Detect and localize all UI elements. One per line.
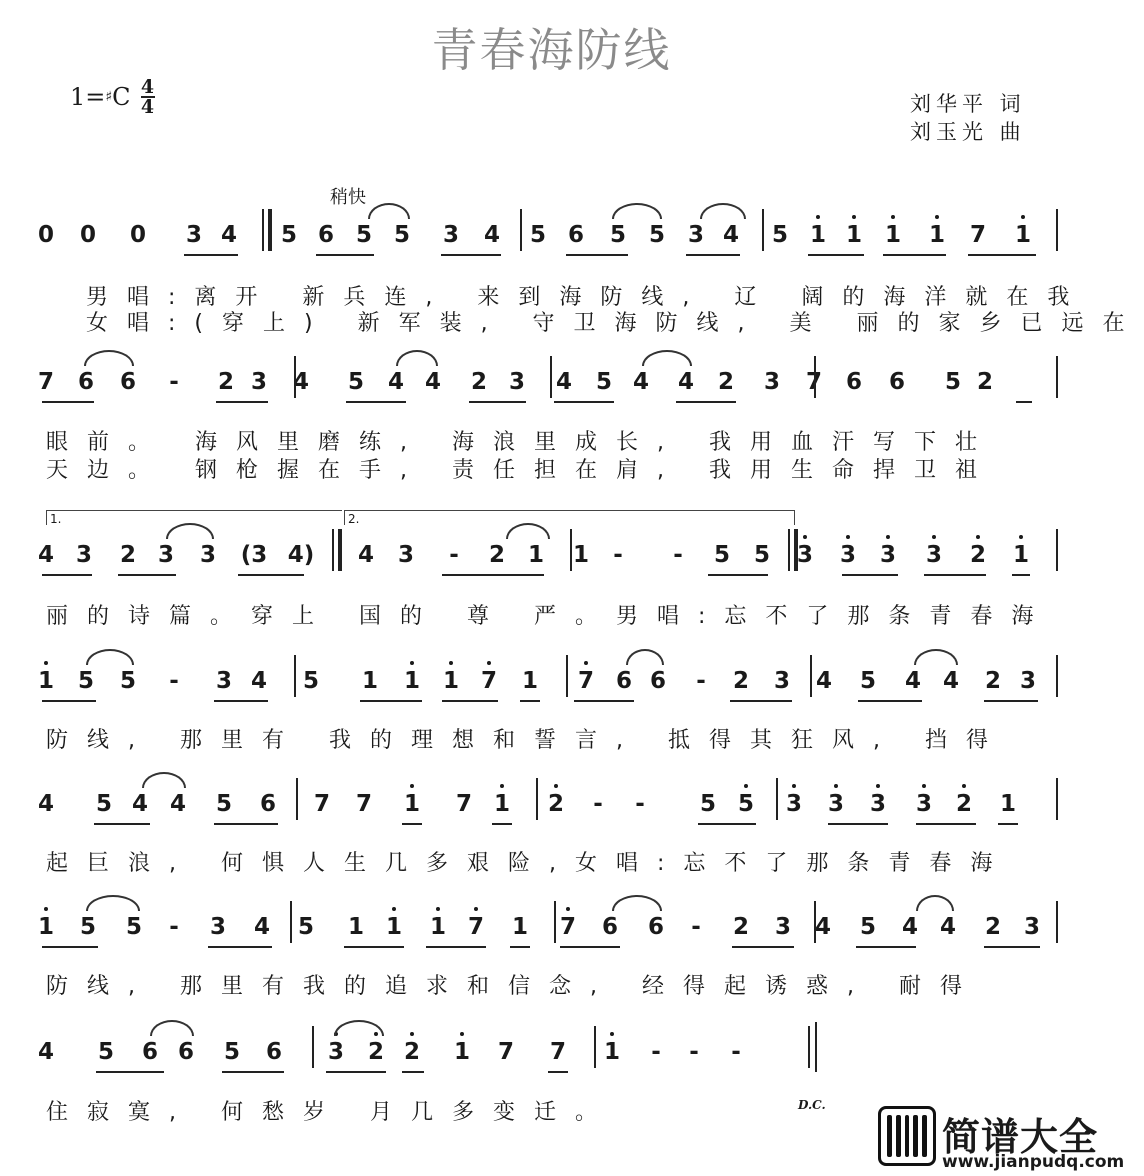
note: 5 [77,668,95,694]
barline [594,1026,596,1068]
note: 0 [129,222,147,248]
note: 4 [37,791,55,817]
lyric-line-6: 防线, 那里有我的追求和信念, 经得起诱惑, 耐得 [46,974,981,999]
notation-line-2 [37,368,1068,408]
eighth-underline [984,700,1038,702]
note: 5 [944,369,962,395]
barline [566,655,568,697]
note: 1 [385,914,403,940]
note-symbol: - [651,1039,661,1065]
note: 5 [79,914,97,940]
note-symbol: - [449,542,459,568]
note: 3 [442,222,460,248]
note: 5 [97,1039,115,1065]
note: 5 [595,369,613,395]
note: 2 [367,1039,385,1065]
note: 3 [157,542,175,568]
eighth-underline [316,254,374,256]
tie-arc [612,203,662,219]
eighth-underline [184,254,238,256]
note: 3 [1023,914,1041,940]
eighth-underline [346,401,406,403]
note: 0 [37,222,55,248]
note: 7 [549,1039,567,1065]
eighth-underline [442,700,498,702]
eighth-underline [1016,401,1032,403]
note: 3 [796,542,814,568]
note-symbol: - [673,542,683,568]
lyric-line-5: 起巨浪, 何惧人生几多艰险,女唱:忘不了那条青春海 [46,851,1012,876]
note: 5 [347,369,365,395]
note-symbol: - [696,668,706,694]
note: 3 [215,668,233,694]
note: 6 [567,222,585,248]
eighth-underline [554,401,614,403]
tie-arc [142,772,186,788]
note: 3 [75,542,93,568]
note: 3 [925,542,943,568]
notation-line-4 [37,667,1068,707]
note: 3 [879,542,897,568]
repeat-barline [788,529,790,571]
note: 1 [37,914,55,940]
note: 6 [141,1039,159,1065]
eighth-underline [998,823,1018,825]
note: 3 [785,791,803,817]
note: 1 [347,914,365,940]
note: 4 [722,222,740,248]
note: 3 [327,1039,345,1065]
eighth-underline [708,574,768,576]
eighth-underline [686,254,740,256]
note: 4 [632,369,650,395]
note: 5 [280,222,298,248]
eighth-underline [698,823,756,825]
volta-second-label: 2. [348,512,360,526]
note: 3 [915,791,933,817]
barline [554,901,556,943]
dc-marking: D.C. [798,1098,826,1112]
barline [814,901,816,943]
note: 1 [999,791,1017,817]
note: 2 [547,791,565,817]
note-symbol: - [169,369,179,395]
note: 2 [470,369,488,395]
eighth-underline [222,1071,284,1073]
volta-second-ending [344,510,795,525]
note-symbol: - [635,791,645,817]
note: 6 [647,914,665,940]
time-signature [141,78,155,116]
final-barline [808,1026,810,1068]
note: 2 [403,1039,421,1065]
note: 2 [732,914,750,940]
note: 3 [839,542,857,568]
eighth-underline [360,700,422,702]
eighth-underline [42,574,92,576]
key-prefix: 1= [70,83,106,111]
tie-arc [86,649,134,665]
note: 4 [169,791,187,817]
note: 3 [773,668,791,694]
eighth-underline [238,574,304,576]
notation-line-7 [37,1038,1068,1078]
eighth-underline [469,401,526,403]
note: 4 [250,668,268,694]
eighth-underline [42,401,94,403]
barline [312,1026,314,1068]
note: 3 [397,542,415,568]
note: 4 [357,542,375,568]
note-symbol: - [691,914,701,940]
note: 2 [717,369,735,395]
note: 5 [95,791,113,817]
eighth-underline [548,1071,568,1073]
note: 6 [649,668,667,694]
note: 4 [939,914,957,940]
note: 5 [859,914,877,940]
tie-arc [84,350,134,366]
eighth-underline [520,700,540,702]
note: 1 [403,791,421,817]
note: 3 [687,222,705,248]
note-symbol: - [169,668,179,694]
note: 2 [488,542,506,568]
note: 5 [859,668,877,694]
note: 7 [467,914,485,940]
eighth-underline [968,254,1036,256]
eighth-underline [566,254,628,256]
tie-arc [612,895,662,911]
eighth-underline [808,254,864,256]
note: 4 [131,791,149,817]
note: 5 [771,222,789,248]
note: 5 [119,668,137,694]
note: 3 [1019,668,1037,694]
barline [1056,356,1058,398]
note: 1 [527,542,545,568]
note: 4 [904,668,922,694]
eighth-underline [441,254,501,256]
note: 2 [984,914,1002,940]
eighth-underline [492,823,512,825]
key-signature [70,78,155,116]
eighth-underline [883,254,946,256]
tie-arc [368,203,410,219]
sharp-sign: ♯ [105,89,113,105]
eighth-underline [984,946,1040,948]
tie-arc [166,523,214,539]
site-logo [878,1106,1125,1174]
eighth-underline [402,823,422,825]
tempo-marking: 稍快 [330,187,366,208]
note: 5 [737,791,755,817]
note: 1 [521,668,539,694]
note: 7 [37,369,55,395]
note: 6 [259,791,277,817]
eighth-underline [326,1071,386,1073]
note: 2 [976,369,994,395]
note: 1 [845,222,863,248]
barline [1056,778,1058,820]
eighth-underline [924,574,986,576]
note: 1 [603,1039,621,1065]
note: 1 [429,914,447,940]
time-bottom: 4 [140,96,155,118]
note: 1 [1014,222,1032,248]
barline [536,778,538,820]
tie-arc [396,350,438,366]
note: 5 [215,791,233,817]
note: 1 [884,222,902,248]
note: 4 [424,369,442,395]
eighth-underline [730,700,792,702]
note: 6 [177,1039,195,1065]
lyricist-credit: 刘华平 词 [910,92,1026,116]
note-symbol: - [731,1039,741,1065]
eighth-underline [856,946,916,948]
note: 0 [79,222,97,248]
note: 7 [455,791,473,817]
eighth-underline [118,574,176,576]
eighth-underline [208,946,272,948]
note: 5 [699,791,717,817]
note-symbol: 4) [287,542,315,568]
eighth-underline [426,946,486,948]
eighth-underline [42,946,98,948]
barline [1056,209,1058,251]
eighth-underline [402,1071,424,1073]
eighth-underline [214,700,268,702]
tie-arc [334,1020,384,1036]
note-symbol: - [613,542,623,568]
eighth-underline [442,574,544,576]
note: 2 [984,668,1002,694]
note: 3 [508,369,526,395]
lyric-line-4: 防线, 那里有 我的理想和誓言, 抵得其狂风, 挡得 [46,728,1007,753]
note: 4 [220,222,238,248]
lyric-line-3: 丽的诗篇。穿上 国的 尊 严。男唱:忘不了那条青春海 [46,604,1053,629]
note: 5 [297,914,315,940]
note: 7 [559,914,577,940]
barline [520,209,522,251]
note: 1 [403,668,421,694]
song-title: 青春海防线 [431,23,672,77]
note: 4 [292,369,310,395]
note: 2 [732,668,750,694]
note: 6 [845,369,863,395]
note: 3 [869,791,887,817]
barline [1056,529,1058,571]
logo-name: 简谱大全 [942,1115,1099,1159]
note: 2 [955,791,973,817]
barline [814,356,816,398]
composer-credit: 刘玉光 曲 [910,120,1026,144]
note: 5 [302,668,320,694]
note: 5 [529,222,547,248]
note: 2 [969,542,987,568]
note: 6 [615,668,633,694]
note: 1 [809,222,827,248]
barline [762,209,764,251]
note: 3 [774,914,792,940]
eighth-underline [574,700,634,702]
barline [776,778,778,820]
eighth-underline [676,401,736,403]
note: 4 [387,369,405,395]
note: 1 [493,791,511,817]
note: 3 [763,369,781,395]
barline [296,778,298,820]
tie-arc [914,649,958,665]
note: 5 [713,542,731,568]
note: 7 [497,1039,515,1065]
note: 7 [805,369,823,395]
lyric-line-2-b: 天边。 钢枪握在手, 责任担在肩, 我用生命捍卫祖 [46,458,996,483]
note-symbol: - [593,791,603,817]
note: 1 [511,914,529,940]
note: 4 [942,668,960,694]
note: 4 [555,369,573,395]
note: 5 [753,542,771,568]
note: 1 [453,1039,471,1065]
eighth-underline [842,574,898,576]
note: 4 [901,914,919,940]
note: 6 [317,222,335,248]
lyric-line-1-female: 女唱:(穿上) 新军装, 守卫海防线, 美 丽的家乡已远在 [86,311,1144,336]
eighth-underline [1012,574,1030,576]
time-top: 4 [140,76,155,98]
tie-arc [506,523,550,539]
note: 6 [265,1039,283,1065]
note: 6 [119,369,137,395]
note: 4 [253,914,271,940]
volta-first-label: 1. [50,512,62,526]
eighth-underline [96,1071,164,1073]
repeat-barline [262,209,264,251]
note: 6 [77,369,95,395]
note: 3 [209,914,227,940]
note: 4 [814,914,832,940]
lyric-line-1-male: 男唱:离开 新兵连, 来到海防线, 辽 阔的海洋就在我 [86,285,1089,310]
note: 7 [969,222,987,248]
barline [810,655,812,697]
tie-arc [642,350,692,366]
note: 5 [393,222,411,248]
note: 3 [250,369,268,395]
eighth-underline [828,823,888,825]
barline [1056,655,1058,697]
repeat-barline [332,529,334,571]
tie-arc [86,895,140,911]
note: 1 [928,222,946,248]
lyric-line-7: 住寂寞, 何愁岁 月几多变迁。 [46,1100,616,1125]
note: 7 [313,791,331,817]
piano-icon [878,1106,936,1166]
tie-arc [626,649,664,665]
eighth-underline [214,823,278,825]
eighth-underline [216,401,268,403]
note-symbol: - [169,914,179,940]
note: 7 [480,668,498,694]
note: 7 [577,668,595,694]
note: 3 [827,791,845,817]
note: 7 [355,791,373,817]
note: 1 [572,542,590,568]
volta-first-ending [46,510,342,525]
note: 5 [609,222,627,248]
eighth-underline [858,700,922,702]
note: 5 [223,1039,241,1065]
eighth-underline [560,946,620,948]
barline [1056,901,1058,943]
note: 1 [361,668,379,694]
notation-line-3 [37,541,1068,581]
eighth-underline [732,946,794,948]
tie-arc [700,203,746,219]
key-letter: C [112,83,131,111]
barline [290,901,292,943]
eighth-underline [94,823,150,825]
note: 6 [888,369,906,395]
note: 4 [815,668,833,694]
note: 4 [37,542,55,568]
note: 5 [355,222,373,248]
note: 1 [1012,542,1030,568]
barline [294,356,296,398]
note-symbol: - [689,1039,699,1065]
note: 3 [185,222,203,248]
eighth-underline [510,946,530,948]
note: 4 [483,222,501,248]
note: 4 [677,369,695,395]
note: 6 [601,914,619,940]
notation-line-6 [37,913,1068,953]
lyric-line-2-a: 眼前。 海风里磨练, 海浪里成长, 我用血汗写下壮 [46,430,996,455]
notation-line-1 [37,221,1068,261]
note-symbol: (3 [240,542,268,568]
note: 1 [442,668,460,694]
note: 4 [37,1039,55,1065]
note: 3 [199,542,217,568]
note: 2 [217,369,235,395]
note: 5 [125,914,143,940]
barline [550,356,552,398]
barline [294,655,296,697]
notation-line-5 [37,790,1068,830]
tie-arc [150,1020,194,1036]
note: 2 [119,542,137,568]
barline [570,529,572,571]
eighth-underline [916,823,976,825]
eighth-underline [344,946,404,948]
eighth-underline [42,700,96,702]
tie-arc [916,895,954,911]
note: 5 [648,222,666,248]
note: 1 [37,668,55,694]
logo-url: www.jianpudq.com [942,1152,1125,1172]
